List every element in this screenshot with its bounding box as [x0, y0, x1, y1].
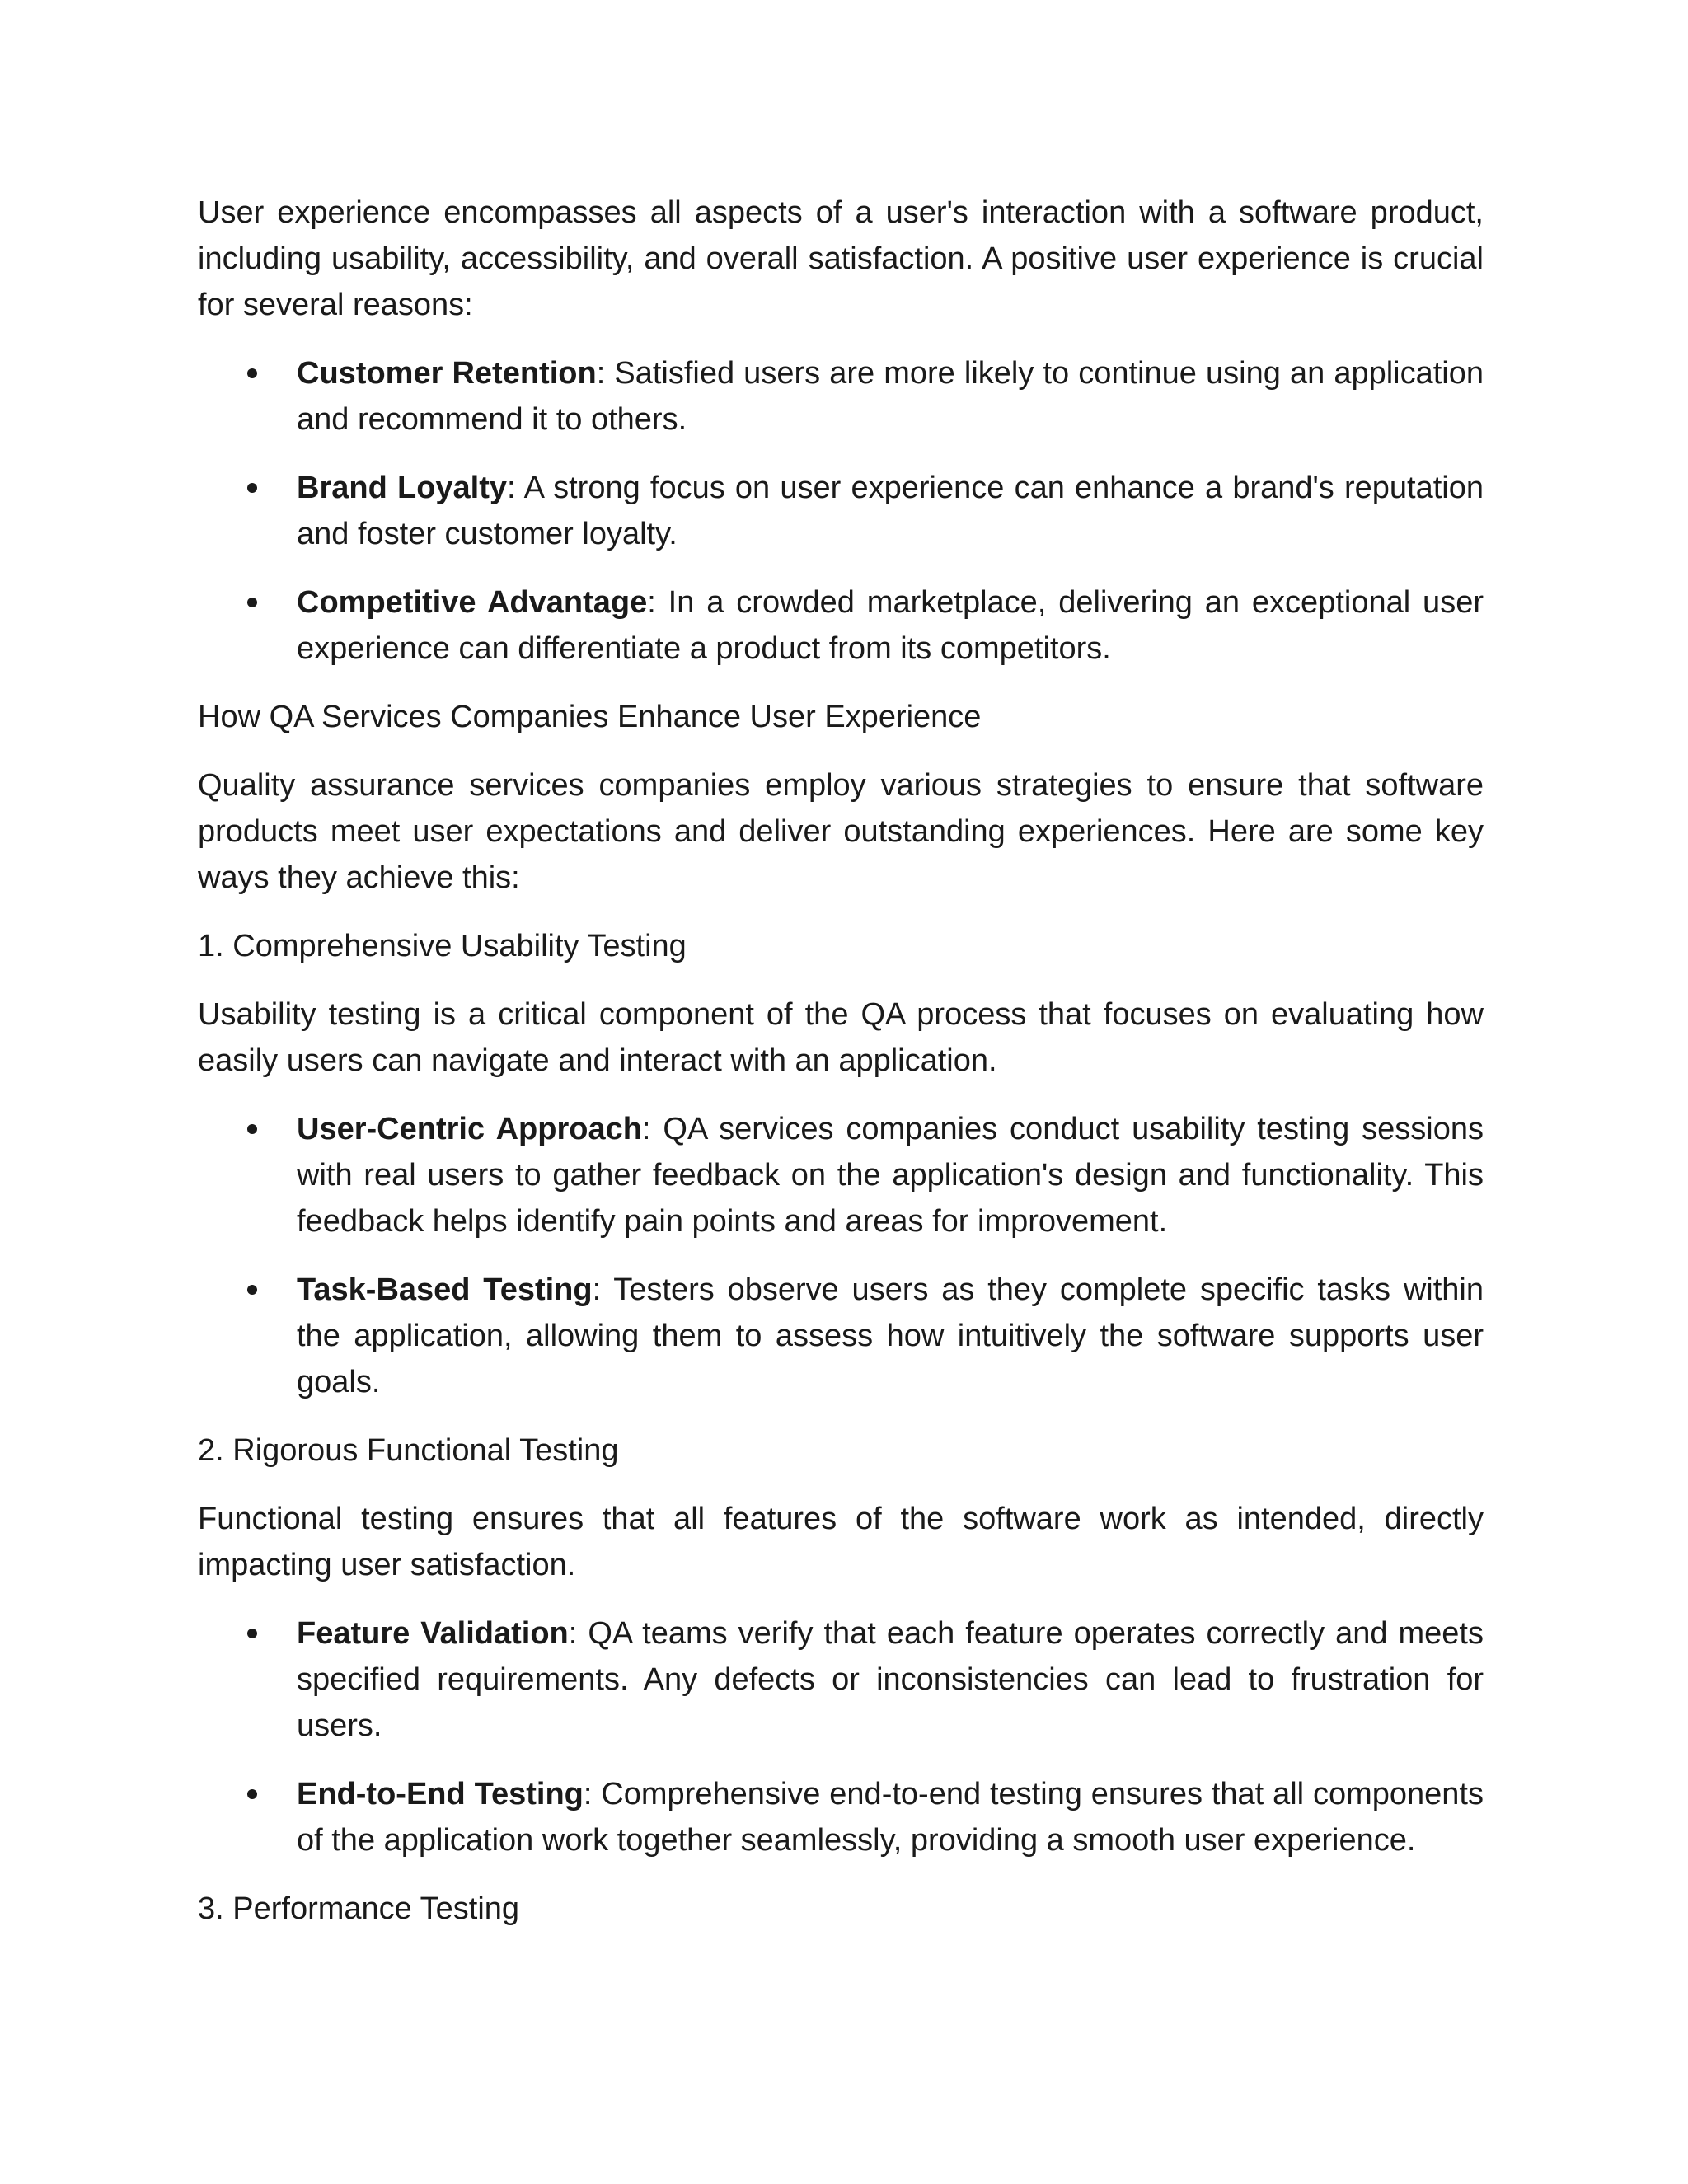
- list-item-term: Competitive Advantage: [297, 585, 648, 620]
- section-heading: How QA Services Companies Enhance User Experience: [198, 700, 982, 734]
- section-intro-paragraph: Quality assurance services companies employ various strategies to ensure that software products meet user expectations and deliver outstanding experiences. Here are some key ways they achieve this:: [198, 768, 1484, 895]
- functional-paragraph: Functional testing ensures that all features of the software work as intended, directly impacting user satisfaction.: [198, 1502, 1484, 1582]
- list-item-text: : QA services companies conduct usability testing sessions with real users to gather feedback on the application's design and functionality. This feedback helps identify pain points and areas for improvement.: [297, 1112, 1484, 1239]
- document-page: [198, 190, 1484, 1954]
- bullet-icon: [247, 1124, 257, 1134]
- list-item-text: : Testers observe users as they complete specific tasks within the application, allowing them to assess how intuitively the software supports user goals.: [297, 1272, 1484, 1399]
- bullet-icon: [247, 483, 257, 493]
- list-item: [198, 1106, 1484, 1244]
- bullet-icon: [247, 368, 257, 378]
- list-item-text: : In a crowded marketplace, delivering an exceptional user experience can differentiate a product from its competitors.: [297, 585, 1484, 666]
- bullet-icon: [247, 598, 257, 607]
- list-item-term: Task-Based Testing: [297, 1272, 593, 1307]
- usability-list: [198, 1106, 1484, 1405]
- subsection-heading-usability: 1. Comprehensive Usability Testing: [198, 929, 687, 963]
- list-item: [198, 350, 1484, 443]
- functional-list: [198, 1610, 1484, 1863]
- list-item: [198, 465, 1484, 557]
- bullet-icon: [247, 1629, 257, 1638]
- bullet-icon: [247, 1285, 257, 1295]
- usability-paragraph: Usability testing is a critical component of the QA process that focuses on evaluating how easily users can navigate and interact with an application.: [198, 997, 1484, 1078]
- reasons-list: [198, 350, 1484, 672]
- list-item-term: Brand Loyalty: [297, 471, 508, 505]
- list-item-term: Customer Retention: [297, 356, 597, 391]
- list-item: [198, 1771, 1484, 1863]
- subsection-heading-performance: 3. Performance Testing: [198, 1891, 520, 1926]
- list-item-text: : Satisfied users are more likely to continue using an application and recommend it to others.: [297, 356, 1484, 437]
- list-item-text: : QA teams verify that each feature operates correctly and meets specified requirements. Any defects or inconsistencies can lead to frustration for users.: [297, 1616, 1484, 1743]
- list-item-term: Feature Validation: [297, 1616, 569, 1651]
- list-item: [198, 1267, 1484, 1405]
- list-item-term: End-to-End Testing: [297, 1777, 584, 1811]
- subsection-heading-functional: 2. Rigorous Functional Testing: [198, 1433, 619, 1468]
- bullet-icon: [247, 1789, 257, 1799]
- list-item-term: User-Centric Approach: [297, 1112, 642, 1146]
- list-item: [198, 579, 1484, 672]
- intro-paragraph: User experience encompasses all aspects of a user's interaction with a software product, including usability, accessibility, and overall satisfaction. A positive user experience is crucial for several reasons:: [198, 195, 1484, 322]
- list-item-text: : A strong focus on user experience can enhance a brand's reputation and foster customer loyalty.: [297, 471, 1484, 551]
- list-item: [198, 1610, 1484, 1749]
- list-item-text: : Comprehensive end-to-end testing ensures that all components of the application work together seamlessly, providing a smooth user experience.: [297, 1777, 1484, 1858]
